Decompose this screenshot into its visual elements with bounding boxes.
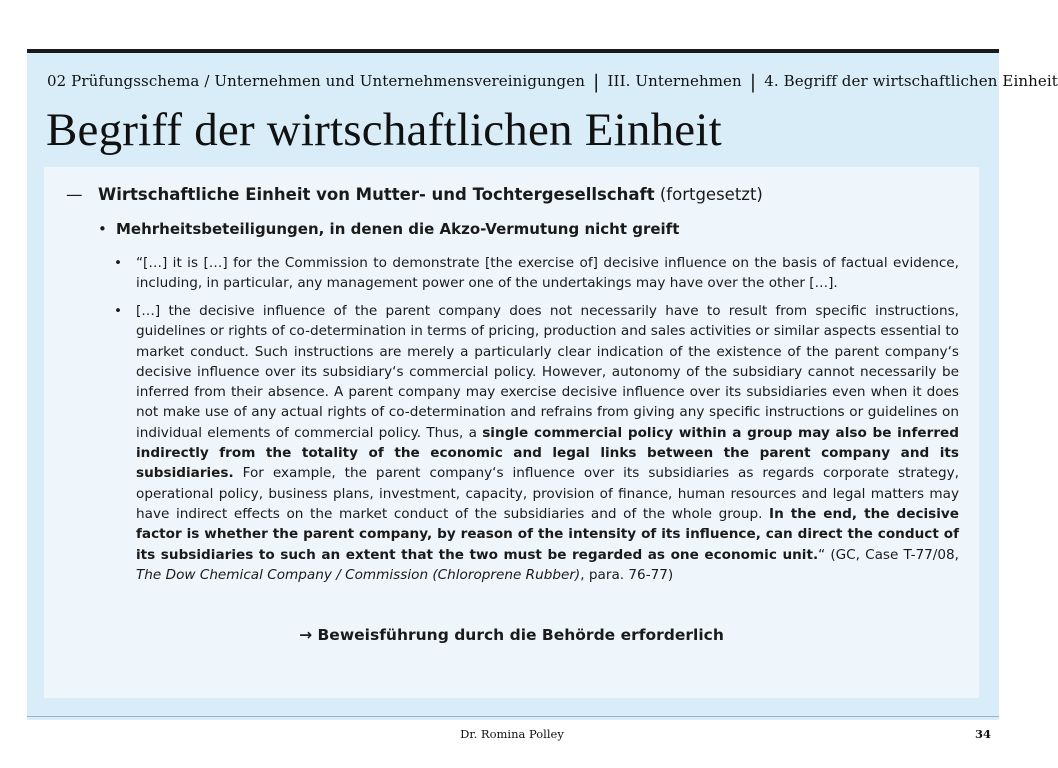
breadcrumb-separator: | (593, 71, 600, 93)
breadcrumb-item-section: III. Unternehmen (607, 72, 742, 90)
level1-heading: Wirtschaftliche Einheit von Mutter- und Tochtergesellschaft (98, 185, 655, 204)
quote-2-part-4: , para. 76-77) (580, 566, 674, 583)
quote-item-1 (114, 253, 959, 294)
page-title: Begriff der wirtschaftlichen Einheit (46, 104, 722, 156)
breadcrumb (47, 69, 1058, 91)
quote-2-part-2: For example, the parent company‘s influence over its subsidiaries as regards corporate strategy, operational policy, business plans, investment, capacity, provision of finance, human resources and legal matters may have indirect effects on the market conduct of the subsidiaries and of the whole group. (136, 465, 959, 522)
breadcrumb-item-topic: 4. Begriff der wirtschaftlichen Einheit (764, 72, 1058, 90)
quote-2-text (136, 301, 959, 585)
level2-item (98, 220, 679, 238)
level1-suffix: (fortgesetzt) (654, 185, 763, 204)
bullet: • (98, 220, 107, 238)
case-name: The Dow Chemical Company / Commission (Chloroprene Rubber) (136, 566, 581, 583)
content-box (44, 167, 979, 698)
conclusion-text: → Beweisführung durch die Behörde erforderlich (299, 626, 724, 644)
bullet: • (114, 303, 123, 319)
quote-2-bold-1: single commercial policy within a group may also be inferred indirectly from the totality of the economic and legal links between the parent company and its subsidiaries. (136, 424, 959, 482)
bullet: • (114, 255, 123, 271)
slide-frame (27, 49, 1058, 720)
breadcrumb-item-chapter: 02 Prüfungsschema / Unternehmen und Unternehmensvereinigungen (47, 72, 585, 90)
footer-author: Dr. Romina Polley (460, 727, 564, 741)
level2-text: Mehrheitsbeteiligungen, in denen die Akzo-Vermutung nicht greift (116, 220, 680, 238)
breadcrumb-separator: | (749, 71, 757, 93)
quote-2-part-3: “ (GC, Case T-77/08, (818, 546, 959, 563)
dash-bullet: — (66, 185, 83, 204)
quote-2-part-1: […] the decisive influence of the parent company does not necessarily have to result from specific instructions, guidelines or rights of co-determination in terms of pricing, production and sales activities or similar aspects essential to market conduct. Such instructions are merely a particularly clear indication of the existence of the parent company‘s decisive influence over its subsidiary‘s commercial policy. However, autonomy of the subsidiary cannot necessarily be inferred from their absence. A parent company may exercise decisive influence over its subsidiaries even when it does not make use of any actual rights of co-determination and refrains from giving any specific instructions or guidelines on individual elements of commercial policy. Thus, a (136, 303, 959, 441)
quote-item-2 (114, 301, 959, 585)
page-number: 34 (975, 727, 992, 741)
footer-divider (27, 716, 999, 717)
level1-item (66, 185, 763, 204)
quote-2-bold-2: In the end, the decisive factor is whether the parent company, by reason of the intensity of its influence, can direct the conduct of its subsidiaries to such an extent that the two must be regarded as one economic unit. (136, 505, 959, 563)
quote-1-text: “[…] it is […] for the Commission to demonstrate [the exercise of] decisive influence on the basis of factual evidence, including, in particular, any management power one of the undertakings may have over the other […]. (136, 255, 959, 292)
